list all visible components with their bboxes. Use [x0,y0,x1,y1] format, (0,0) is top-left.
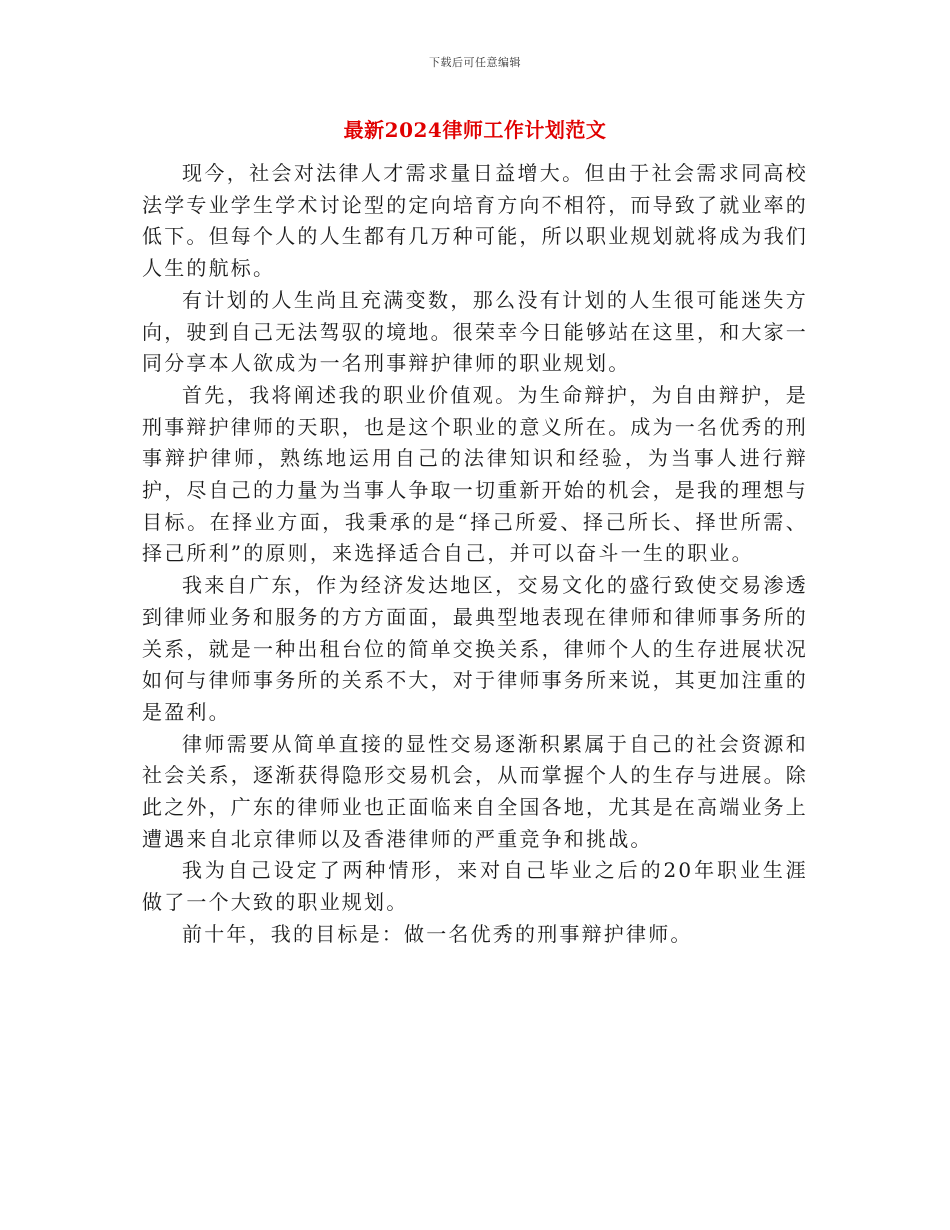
header-note: 下载后可任意编辑 [429,56,521,69]
paragraph: 我来自广东，作为经济发达地区，交易文化的盛行致使交易渗透到律师业务和服务的方方面面，最典型地表现在律师和律师事务所的关系，就是一种出租台位的简单交换关系，律师个人的生存进展状况如何与律师事务所的关系不大，对于律师事务所来说，其更加注重的是盈利。 [142,573,808,724]
paragraph: 有计划的人生尚且充满变数，那么没有计划的人生很可能迷失方向，驶到自己无法驾驭的境地。很荣幸今日能够站在这里，和大家一同分享本人欲成为一名刑事辩护律师的职业规划。 [142,287,808,376]
paragraph: 前十年，我的目标是：做一名优秀的刑事辩护律师。 [182,921,693,946]
document-body [142,158,808,951]
paragraph: 律师需要从简单直接的显性交易逐渐积累属于自己的社会资源和社会关系，逐渐获得隐形交易机会，从而掌握个人的生存与进展。除此之外，广东的律师业也正面临来自全国各地，尤其是在高端业务上遭遇来自北京律师以及香港律师的严重竞争和挑战。 [142,731,808,851]
paragraph: 我为自己设定了两种情形，来对自己毕业之后的20年职业生涯做了一个大致的职业规划。 [142,858,808,915]
paragraph: 首先，我将阐述我的职业价值观。为生命辩护，为自由辩护，是刑事辩护律师的天职，也是这个职业的意义所在。成为一名优秀的刑事辩护律师，熟练地运用自己的法律知识和经验，为当事人进行辩护，尽自己的力量为当事人争取一切重新开始的机会，是我的理想与目标。在择业方面，我秉承的是“择己所爱、择己所长、择世所需、择己所利”的原则，来选择适合自己，并可以奋斗一生的职业。 [142,382,808,566]
document-title: 最新2024律师工作计划范文 [343,118,607,142]
paragraph: 现今，社会对法律人才需求量日益增大。但由于社会需求同高校法学专业学生学术讨论型的定向培育方向不相符，而导致了就业率的低下。但每个人的人生都有几万种可能，所以职业规划就将成为我们人生的航标。 [142,161,808,281]
